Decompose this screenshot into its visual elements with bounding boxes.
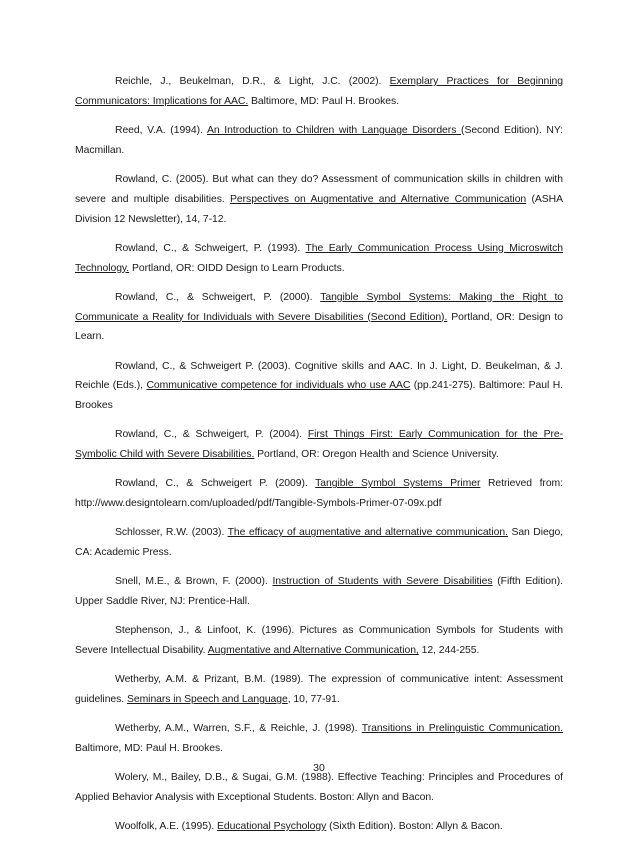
reference-title: Educational Psychology — [217, 821, 327, 833]
reference-text: (ASHA Division 12 Newsletter), 14, 7-12. — [75, 193, 564, 225]
reference-title: Transitions in Prelinguistic Communication. — [361, 723, 563, 735]
reference-text: Wetherby, A.M., Warren, S.F., & Reichle, J. (1998). — [115, 723, 362, 735]
reference-entry — [75, 621, 563, 661]
reference-title: Instruction of Students with Severe Disabilities — [272, 576, 493, 588]
reference-entry — [75, 670, 563, 710]
reference-title: The Early Communication Process Using Microswitch Technology. — [75, 242, 563, 274]
reference-entry — [75, 357, 563, 416]
reference-text: Woolfolk, A.E. (1995). — [115, 821, 218, 833]
reference-text: (Fifth Edition). Upper Saddle River, NJ: Prentice-Hall. — [75, 576, 563, 608]
reference-text: Rowland, C. (2005). But what can they do? Assessment of communication skills in children with severe and multiple disabilities. — [75, 173, 563, 205]
reference-text: Portland, OR: Design to Learn. — [75, 311, 563, 343]
reference-text: Stephenson, J., & Linfoot, K. (1996). Pictures as Communication Symbols for Students with Severe Intellectual Disability. — [75, 625, 563, 657]
page-number: 30 — [313, 762, 325, 774]
reference-entry — [75, 170, 563, 229]
reference-title: Communicative competence for individuals who use AAC — [146, 380, 411, 392]
reference-entry — [75, 425, 563, 465]
reference-title: Exemplary Practices for Beginning Communicators: Implications for AAC. — [75, 76, 563, 107]
reference-text: Wetherby, A.M. & Prizant, B.M. (1989). The expression of communicative intent: Assessment guidelines. — [75, 674, 563, 706]
reference-entry — [75, 572, 563, 612]
reference-text: Rowland, C., & Schweigert P. (2009). — [115, 478, 316, 490]
reference-title: Perspectives on Augmentative and Alternative Communication — [230, 193, 527, 205]
reference-entry — [75, 288, 563, 347]
reference-text: Portland, OR: OIDD Design to Learn Products. — [129, 262, 345, 274]
reference-text: Rowland, C., & Schweigert, P. (2000). — [115, 291, 321, 303]
reference-title: An Introduction to Children with Language Disorders — [207, 124, 462, 136]
reference-text: (Sixth Edition). Boston: Allyn & Bacon. — [326, 821, 503, 833]
reference-text: Rowland, C., & Schweigert, P. (2004). — [115, 429, 308, 441]
reference-entry — [75, 121, 563, 161]
reference-entry — [75, 719, 563, 759]
reference-text: Rowland, C., & Schweigert P. (2003). Cognitive skills and AAC. In J. Light, D. Beukelman, & J. Reichle (Eds.), — [75, 360, 563, 392]
reference-text: Rowland, C., & Schweigert, P. (1993). — [115, 242, 306, 254]
reference-text: Baltimore, MD: Paul H. Brookes. — [248, 95, 400, 107]
reference-entry — [75, 72, 563, 112]
reference-text: Reed, V.A. (1994). — [115, 124, 207, 136]
reference-text: Wolery, M., Bailey, D.B., & Sugai, G.M. (1988). Effective Teaching: Principles and Procedures of Applied Behavior Analysis with Exceptional Students. Boston: Allyn and Bacon. — [75, 772, 563, 803]
reference-entry — [75, 817, 563, 837]
reference-text: 12, 244-255. — [418, 645, 480, 657]
reference-title: The efficacy of augmentative and alternative communication. — [227, 527, 508, 539]
reference-text: Baltimore, MD: Paul H. Brookes. — [75, 743, 224, 754]
reference-entry — [75, 768, 563, 808]
reference-entry — [75, 523, 563, 563]
reference-list — [75, 72, 563, 846]
reference-text: Portland, OR: Oregon Health and Science University. — [254, 449, 499, 461]
reference-text: (Second Edition). NY: Macmillan. — [75, 124, 564, 156]
reference-entry — [75, 474, 563, 514]
reference-title: Augmentative and Alternative Communication, — [207, 645, 419, 657]
reference-title: Tangible Symbol Systems Primer — [315, 478, 481, 490]
reference-text: Snell, M.E., & Brown, F. (2000). — [115, 576, 273, 588]
reference-title: Tangible Symbol Systems: Making the Right to Communicate a Reality for Individuals with Severe Disabilities (Second Edition). — [75, 291, 564, 323]
reference-title: First Things First: Early Communication for the Pre-Symbolic Child with Severe Disabilities. — [75, 429, 563, 461]
reference-text: San Diego, CA: Academic Press. — [75, 527, 564, 559]
reference-title: Seminars in Speech and Language — [126, 694, 288, 706]
reference-text: Reichle, J., Beukelman, D.R., & Light, J.C. (2002). — [115, 76, 390, 87]
reference-text: (pp.241-275). Baltimore: Paul H. Brookes — [75, 380, 563, 412]
reference-entry — [75, 239, 563, 279]
reference-text: Schlosser, R.W. (2003). — [115, 527, 228, 539]
reference-text: , 10, 77-91. — [287, 694, 340, 706]
reference-text: Retrieved from: http://www.designtolearn.com/uploaded/pdf/Tangible-Symbols-Primer-07-09x.pdf — [75, 478, 563, 510]
